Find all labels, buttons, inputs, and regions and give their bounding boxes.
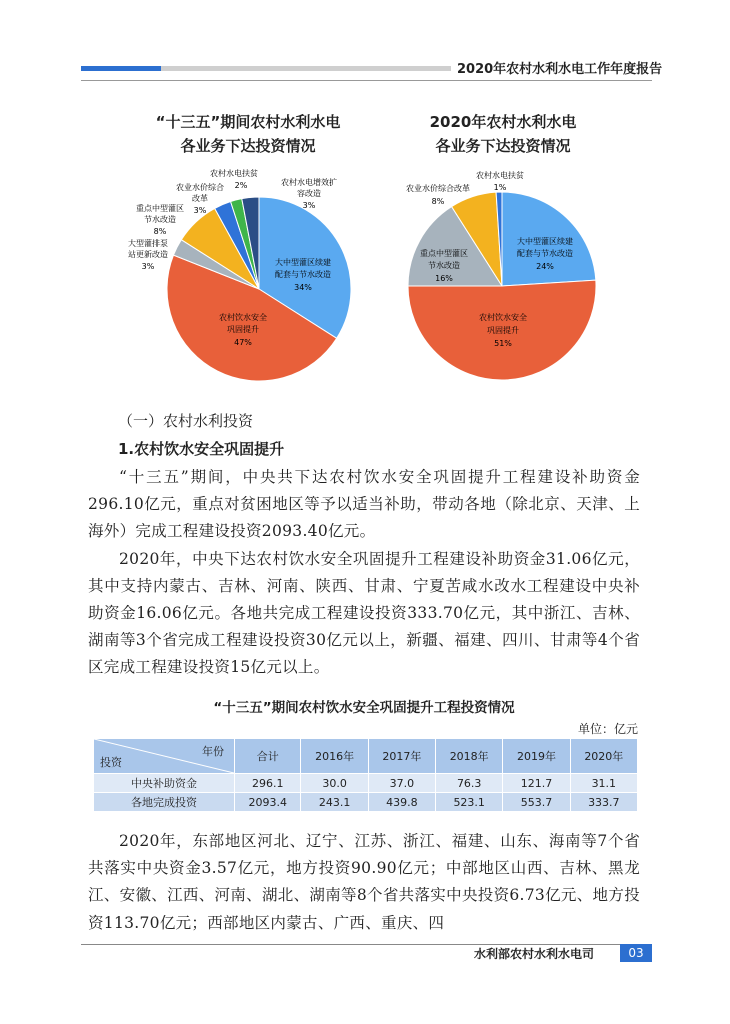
table-row [94, 793, 638, 812]
pie1-label-medium-irrigation-a: 重点中型灌区 [136, 204, 184, 213]
pie2-label-water-price: 农业水价综合改革 [406, 184, 470, 193]
pie1-label-hydro-upgrade-a: 农村水电增效扩 [281, 178, 337, 187]
table-cell: 76.3 [436, 774, 503, 793]
pie1-label-drinking-a: 农村饮水安全 [219, 313, 267, 322]
pie1-label-pump-a: 大型灌排泵 [128, 239, 168, 248]
col-header-2017: 2017年 [368, 739, 435, 774]
paragraph-1: “十三五”期间，中央共下达农村饮水安全巩固提升工程建设补助资金296.10亿元，重点对贫困地区等予以适当补助，带动各地（除北京、天津、上海外）完成工程建设投资2093.40亿元。 [88, 468, 640, 541]
pie1-label-water-price-b: 改革 [192, 194, 208, 203]
pie2-label-drinking-b: 巩固提升 [487, 326, 519, 335]
table-cell: 523.1 [436, 793, 503, 812]
pie1-pct-medium-irrigation: 8% [153, 227, 167, 236]
pie2-label-medium-irrigation-a: 重点中型灌区 [420, 249, 468, 258]
pie1-pct-hydro-upgrade: 3% [302, 201, 316, 210]
page-number: 03 [620, 944, 652, 962]
corner-year-label: 年份 [202, 745, 224, 758]
pie2-label-drinking-a: 农村饮水安全 [479, 313, 527, 322]
table-title: “十三五”期间农村饮水安全巩固提升工程投资情况 [213, 700, 515, 716]
pie1-label-pump-b: 站更新改造 [128, 250, 168, 259]
pie1-label-drinking-b: 巩固提升 [227, 325, 259, 334]
table-cell: 30.0 [301, 774, 368, 793]
table-cell: 439.8 [368, 793, 435, 812]
table-cell: 37.0 [368, 774, 435, 793]
table-cell: 31.1 [570, 774, 637, 793]
pie1-label-water-price-a: 农业水价综合 [176, 183, 224, 192]
pie2-pct-large-irrigation: 24% [536, 262, 554, 271]
col-header-2018: 2018年 [436, 739, 503, 774]
row-label: 中央补助资金 [94, 774, 235, 793]
table-cell: 296.1 [235, 774, 301, 793]
col-header-2019: 2019年 [503, 739, 570, 774]
table-cell: 553.7 [503, 793, 570, 812]
row-label: 各地完成投资 [94, 793, 235, 812]
footer-org: 水利部农村水利水电司 [474, 947, 595, 961]
pie2-pct-medium-irrigation: 16% [435, 274, 453, 283]
pie2-pct-drinking: 51% [494, 339, 512, 348]
pie1-pct-drinking: 47% [234, 338, 252, 347]
pie1-pct-small-hydro-poverty: 2% [234, 181, 248, 190]
report-title: 2020年农村水利水电工作年度报告 [457, 62, 663, 77]
pie2-pct-water-price: 8% [431, 197, 445, 206]
body-lower [88, 828, 640, 937]
pie2-label-large-irrigation-b: 配套与节水改造 [517, 249, 573, 258]
chart1-title-line2: 各业务下达投资情况 [180, 137, 316, 155]
section-heading: （一）农村水利投资 [118, 412, 254, 430]
pie1-label-small-hydro-poverty: 农村水电扶贫 [210, 169, 258, 178]
pie1-pct-pump: 3% [141, 262, 155, 271]
pie1-label-medium-irrigation-b: 节水改造 [144, 215, 176, 224]
pie1-pct-water-price: 3% [193, 206, 207, 215]
pie1-label-hydro-upgrade-b: 容改造 [297, 189, 321, 198]
col-header-2016: 2016年 [301, 739, 368, 774]
investment-table [93, 738, 638, 812]
chart2-title-line2: 各业务下达投资情况 [435, 137, 571, 155]
chart1-title-line1: “十三五”期间农村水利水电 [155, 113, 341, 131]
subsection-heading: 1.农村饮水安全巩固提升 [118, 440, 285, 458]
table-cell: 2093.4 [235, 793, 301, 812]
pie2-label-medium-irrigation-b: 节水改造 [428, 261, 460, 270]
table-row [94, 774, 638, 793]
body-upper [88, 464, 640, 682]
pie2-label-large-irrigation-a: 大中型灌区续建 [517, 237, 573, 246]
table-cell: 243.1 [301, 793, 368, 812]
pie-chart-2 [0, 0, 730, 420]
col-header-2020: 2020年 [570, 739, 637, 774]
pie1-label-large-irrigation-a: 大中型灌区续建 [275, 258, 331, 267]
paragraph-2: 2020年，中央下达农村饮水安全巩固提升工程建设补助资金31.06亿元，其中支持内蒙古、吉林、河南、陕西、甘肃、宁夏苦咸水改水工程建设中央补助资金16.06亿元。各地共完成工程建设投资333.70亿元，其中浙江、吉林、湖南等3个省完成工程建设投资30亿元以上，新疆、福建、四川、甘肃等4个省区完成工程建设投资15亿元以上。 [88, 549, 640, 677]
table-unit: 单位：亿元 [577, 722, 638, 736]
table-corner-cell [94, 739, 235, 774]
pie1-pct-large-irrigation: 34% [294, 283, 312, 292]
col-header-total: 合计 [235, 739, 301, 774]
pie2-pct-small-hydro-poverty: 1% [493, 183, 507, 192]
paragraph-3: 2020年，东部地区河北、辽宁、江苏、浙江、福建、山东、海南等7个省共落实中央资金3.57亿元，地方投资90.90亿元；中部地区山西、吉林、黑龙江、安徽、江西、河南、湖北、湖南等8个省共落实中央投资6.73亿元、地方投资113.70亿元；西部地区内蒙古、广西、重庆、四 [88, 832, 640, 932]
table-cell: 333.7 [570, 793, 637, 812]
corner-investment-label: 投资 [100, 756, 122, 769]
pie1-label-large-irrigation-b: 配套与节水改造 [275, 270, 331, 279]
table-cell: 121.7 [503, 774, 570, 793]
chart2-title-line1: 2020年农村水利水电 [429, 113, 577, 131]
pie2-label-small-hydro-poverty: 农村水电扶贫 [476, 171, 524, 180]
